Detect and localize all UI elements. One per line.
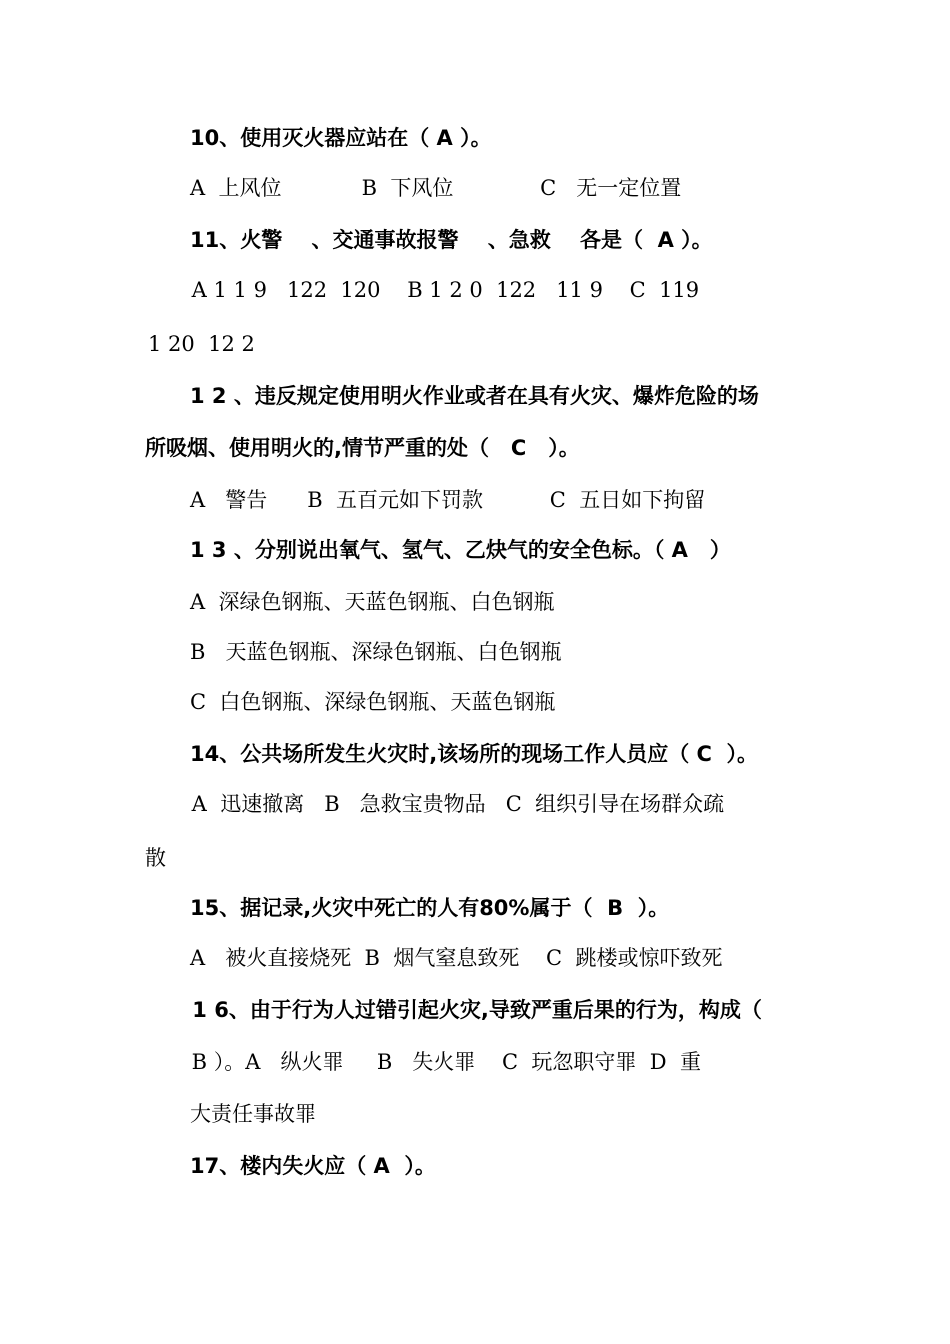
options-14: A 迅速撤离 B 急救宝贵物品 C 组织引导在场群众疏 <box>185 792 725 816</box>
option-13-c: C 白色钢瓶、深绿色钢瓶、天蓝色钢瓶 <box>190 690 556 714</box>
question-12: 1 2 、违反规定使用明火作业或者在具有火灾、爆炸危险的场 <box>190 384 759 408</box>
question-16: 1 6、由于行为人过错引起火灾,导致严重后果的行为，构成（ <box>185 998 762 1022</box>
option-13-a: A 深绿色钢瓶、天蓝色钢瓶、白色钢瓶 <box>190 590 555 614</box>
question-13: 1 3 、分别说出氧气、氢气、乙炔气的安全色标。（ A ） <box>190 538 731 562</box>
question-10: 10、使用灭火器应站在（ A ）。 <box>190 126 492 150</box>
options-12: A 警告 B 五百元如下罚款 C 五日如下拘留 <box>190 488 706 512</box>
options-16-continued: 大责任事故罪 <box>190 1102 316 1126</box>
question-17: 17、楼内失火应（ A ）。 <box>190 1154 436 1178</box>
options-10: A 上风位 B 下风位 C 无一定位置 <box>190 176 682 200</box>
options-14-continued: 散 <box>145 846 166 870</box>
options-11: A 1 1 9 122 120 B 1 2 0 122 11 9 C 119 <box>185 278 700 302</box>
options-11-continued: 1 20 12 2 <box>148 332 255 356</box>
options-15: A 被火直接烧死 B 烟气窒息致死 C 跳楼或惊吓致死 <box>190 946 723 970</box>
question-16-answer-options: B ）。A 纵火罪 B 失火罪 C 玩忽职守罪 D 重 <box>185 1050 701 1074</box>
question-15: 15、据记录,火灾中死亡的人有80%属于（ B ）。 <box>190 896 670 920</box>
option-13-b: B 天蓝色钢瓶、深绿色钢瓶、白色钢瓶 <box>190 640 562 664</box>
question-11: 11、火警 、交通事故报警 、急救 各是（ A ）。 <box>190 228 713 252</box>
question-12-continued: 所吸烟、使用明火的,情节严重的处（ C ）。 <box>145 436 580 460</box>
question-14: 14、公共场所发生火灾时,该场所的现场工作人员应（ C ）。 <box>190 742 759 766</box>
